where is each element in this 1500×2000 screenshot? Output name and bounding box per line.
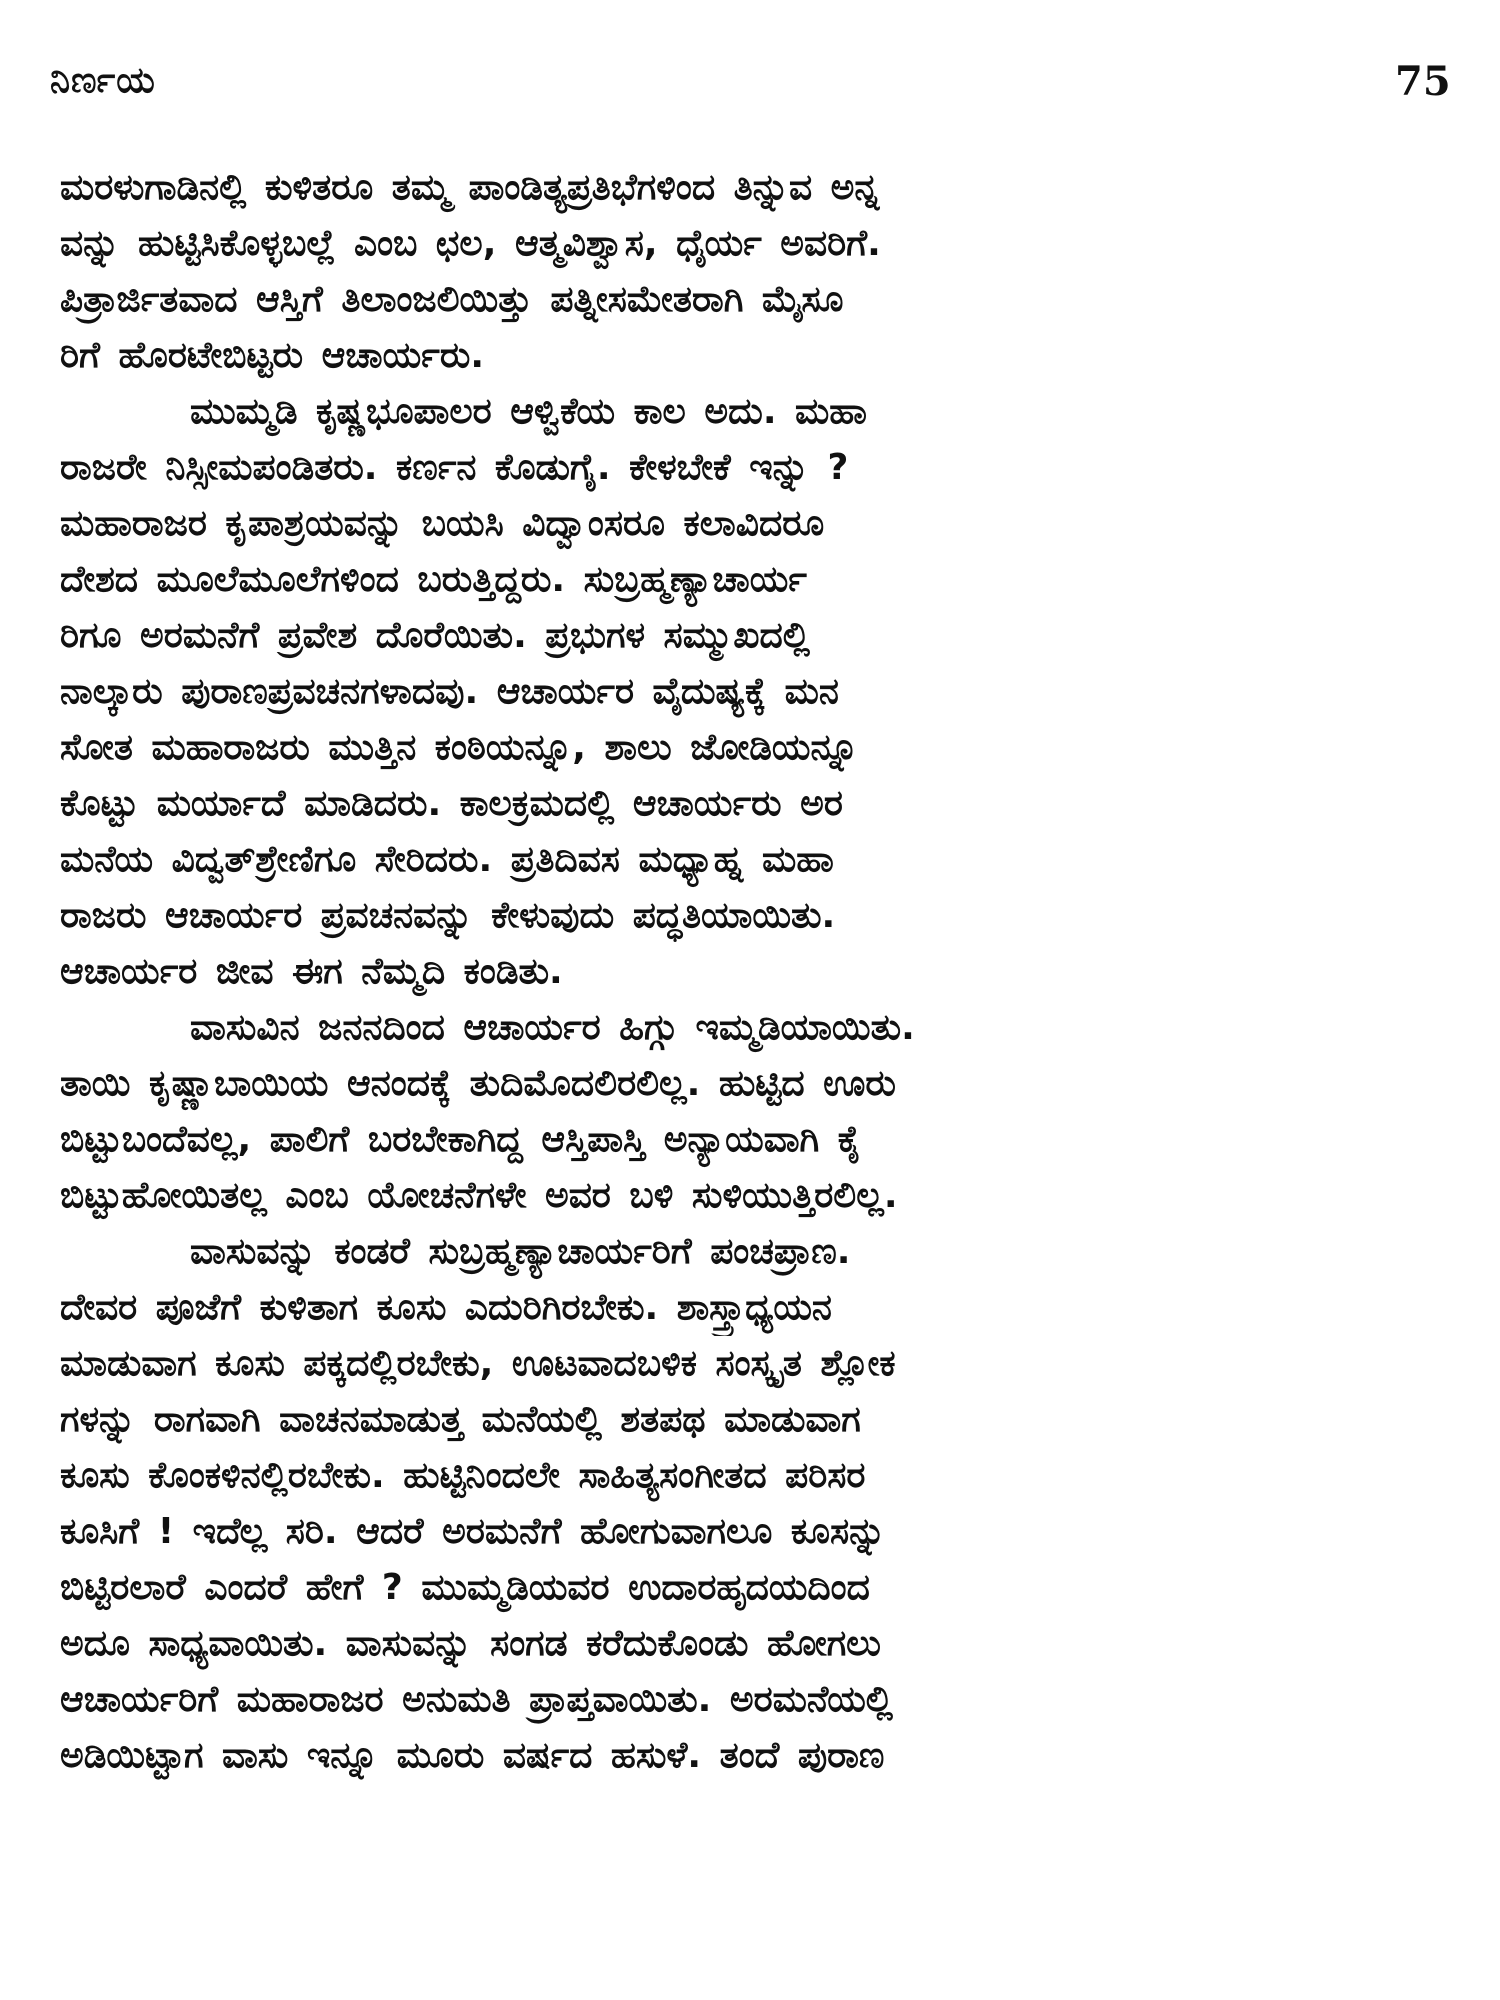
text-line: ಕೂಸಿಗೆ ! ಇದೆಲ್ಲ ಸರಿ. ಆದರೆ ಅರಮನೆಗೆ ಹೋಗುವಾಗಲೂ ಕೂಸನ್ನು	[60, 1511, 886, 1552]
text-line: ಪಿತ್ರಾರ್ಜಿತವಾದ ಆಸ್ತಿಗೆ ತಿಲಾಂಜಲಿಯಿತ್ತು ಪತ್ನೀಸಮೇತರಾಗಿ ಮೈಸೂ	[60, 279, 844, 320]
text-line: ದೇಶದ ಮೂಲೆಮೂಲೆಗಳಿಂದ ಬರುತ್ತಿದ್ದರು. ಸುಬ್ರಹ್ಮಣ್ಯಾಚಾರ್ಯ	[60, 559, 807, 600]
text-line: ರಾಜರೇ ನಿಸ್ಸೀಮಪಂಡಿತರು. ಕರ್ಣನ ಕೊಡುಗೈ. ಕೇಳಬೇಕೆ ಇನ್ನು ?	[60, 447, 849, 488]
text-line: ಕೊಟ್ಟು ಮರ್ಯಾದೆ ಮಾಡಿದರು. ಕಾಲಕ್ರಮದಲ್ಲಿ ಆಚಾರ್ಯರು ಅರ	[60, 783, 843, 824]
text-line: ರಿಗೂ ಅರಮನೆಗೆ ಪ್ರವೇಶ ದೊರೆಯಿತು. ಪ್ರಭುಗಳ ಸಮ್ಮುಖದಲ್ಲಿ	[60, 615, 810, 656]
text-line: ಮಹಾರಾಜರ ಕೃಪಾಶ್ರಯವನ್ನು ಬಯಸಿ ವಿದ್ವಾಂಸರೂ ಕಲಾವಿದರೂ	[60, 503, 825, 544]
text-line: ರಾಜರು ಆಚಾರ್ಯರ ಪ್ರವಚನವನ್ನು ಕೇಳುವುದು ಪದ್ಧತಿಯಾಯಿತು.	[60, 895, 836, 936]
text-line: ಸೋತ ಮಹಾರಾಜರು ಮುತ್ತಿನ ಕಂಠಿಯನ್ನೂ, ಶಾಲು ಜೋಡಿಯನ್ನೂ	[60, 727, 859, 768]
text-line: ಬಿಟ್ಟಿರಲಾರೆ ಎಂದರೆ ಹೇಗೆ ? ಮುಮ್ಮಡಿಯವರ ಉದಾರಹೃದಯದಿಂದ	[60, 1567, 870, 1608]
paragraph-first-line: ಮುಮ್ಮಡಿ ಕೃಷ್ಣಭೂಪಾಲರ ಆಳ್ವಿಕೆಯ ಕಾಲ ಅದು. ಮಹಾ	[190, 391, 867, 432]
paragraph-first-line: ವಾಸುವಿನ ಜನನದಿಂದ ಆಚಾರ್ಯರ ಹಿಗ್ಗು ಇಮ್ಮಡಿಯಾಯಿತು.	[190, 1007, 915, 1048]
text-line: ನಾಲ್ಕಾರು ಪುರಾಣಪ್ರವಚನಗಳಾದವು. ಆಚಾರ್ಯರ ವೈದುಷ್ಯಕ್ಕೆ ಮನ	[60, 671, 839, 712]
body-text	[60, 160, 1450, 1784]
text-line: ಬಿಟ್ಟುಬಂದೆವಲ್ಲ, ಪಾಲಿಗೆ ಬರಬೇಕಾಗಿದ್ದ ಆಸ್ತಿಪಾಸ್ತಿ ಅನ್ಯಾಯವಾಗಿ ಕೈ	[60, 1119, 862, 1160]
text-line: ಆಚಾರ್ಯರಿಗೆ ಮಹಾರಾಜರ ಅನುಮತಿ ಪ್ರಾಪ್ತವಾಯಿತು. ಅರಮನೆಯಲ್ಲಿ	[60, 1679, 893, 1720]
running-title: ನಿರ್ಣಯ	[50, 60, 156, 101]
text-line: ದೇವರ ಪೂಜೆಗೆ ಕುಳಿತಾಗ ಕೂಸು ಎದುರಿಗಿರಬೇಕು. ಶಾಸ್ತ್ರಾಧ್ಯಯನ	[60, 1287, 832, 1328]
text-line: ವನ್ನು ಹುಟ್ಟಿಸಿಕೊಳ್ಳಬಲ್ಲೆ ಎಂಬ ಛಲ, ಆತ್ಮವಿಶ್ವಾಸ, ಧೈರ್ಯ ಅವರಿಗೆ.	[60, 223, 881, 264]
text-line: ಅಡಿಯಿಟ್ಟಾಗ ವಾಸು ಇನ್ನೂ ಮೂರು ವರ್ಷದ ಹಸುಳೆ. ತಂದೆ ಪುರಾಣ	[60, 1735, 885, 1776]
text-line: ತಾಯಿ ಕೃಷ್ಣಾಬಾಯಿಯ ಆನಂದಕ್ಕೆ ತುದಿಮೊದಲಿರಲಿಲ್ಲ. ಹುಟ್ಟಿದ ಊರು	[60, 1063, 896, 1104]
paragraph-first-line: ವಾಸುವನ್ನು ಕಂಡರೆ ಸುಬ್ರಹ್ಮಣ್ಯಾಚಾರ್ಯರಿಗೆ ಪಂಚಪ್ರಾಣ.	[190, 1231, 851, 1272]
text-line: ಕೂಸು ಕೊಂಕಳಿನಲ್ಲಿರಬೇಕು. ಹುಟ್ಟಿನಿಂದಲೇ ಸಾಹಿತ್ಯಸಂಗೀತದ ಪರಿಸರ	[60, 1455, 866, 1496]
text-line: ರಿಗೆ ಹೊರಟೇಬಿಟ್ಟರು ಆಚಾರ್ಯರು.	[60, 335, 484, 376]
text-line: ಆಚಾರ್ಯರ ಜೀವ ಈಗ ನೆಮ್ಮದಿ ಕಂಡಿತು.	[60, 951, 563, 992]
text-line: ಅದೂ ಸಾಧ್ಯವಾಯಿತು. ವಾಸುವನ್ನು ಸಂಗಡ ಕರೆದುಕೊಂಡು ಹೋಗಲು	[60, 1623, 881, 1664]
text-line: ಮರಳುಗಾಡಿನಲ್ಲಿ ಕುಳಿತರೂ ತಮ್ಮ ಪಾಂಡಿತ್ಯಪ್ರತಿಭೆಗಳಿಂದ ತಿನ್ನುವ ಅನ್ನ	[60, 167, 880, 208]
page-number: 75	[1395, 58, 1451, 105]
text-line: ಬಿಟ್ಟುಹೋಯಿತಲ್ಲ ಎಂಬ ಯೋಚನೆಗಳೇ ಅವರ ಬಳಿ ಸುಳಿಯುತ್ತಿರಲಿಲ್ಲ.	[60, 1175, 898, 1216]
text-line: ಮನೆಯ ವಿದ್ವತ್‌ಶ್ರೇಣಿಗೂ ಸೇರಿದರು. ಪ್ರತಿದಿವಸ ಮಧ್ಯಾಹ್ನ ಮಹಾ	[60, 839, 834, 880]
text-line: ಗಳನ್ನು ರಾಗವಾಗಿ ವಾಚನಮಾಡುತ್ತ ಮನೆಯಲ್ಲಿ ಶತಪಥ ಮಾಡುವಾಗ	[60, 1399, 861, 1440]
text-line: ಮಾಡುವಾಗ ಕೂಸು ಪಕ್ಕದಲ್ಲಿರಬೇಕು, ಊಟವಾದಬಳಿಕ ಸಂಸ್ಕೃತ ಶ್ಲೋಕ	[60, 1343, 896, 1384]
